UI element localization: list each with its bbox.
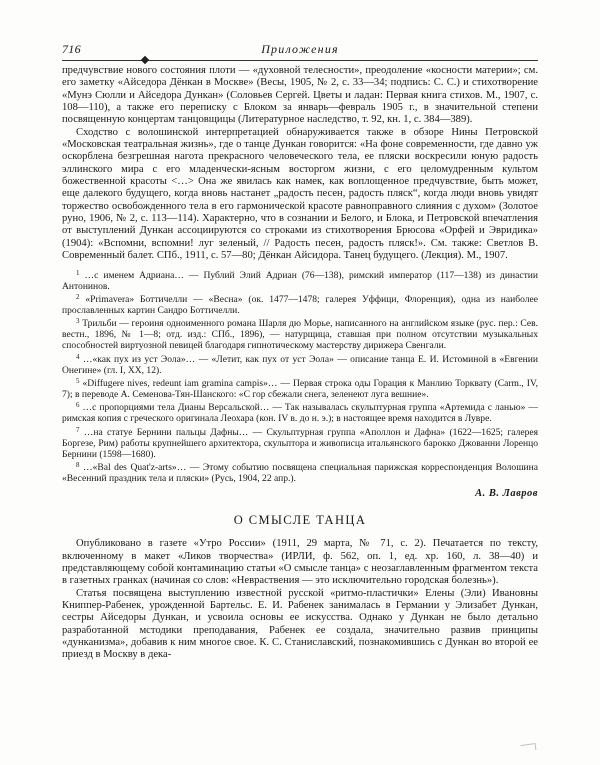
note-text: …с именем Адриана… — Публий Элий Адриан (76—138), римский император (117—138) из династии Антонинов. (62, 269, 538, 292)
scan-mark-icon (521, 743, 537, 752)
note-item (62, 352, 538, 376)
section-paragraph: Опубликовано в газете «Утро России» (1911, 29 марта, № 71, с. 2). Печатается по тексту, включенному в макет «Ликов творчества» (ИРЛИ, ф. 562, оп. 1, ед. хр. 160, л. 38—40) и представляющему собой контаминацию статьи «О смысле танца» с неозаглавленным фрагментом текста в газетных гранках (начиная со слов: «Невраствения — это исключительно городская болезнь»). (62, 538, 538, 587)
running-head (62, 42, 538, 57)
note-text: …«как пух из уст Эола»… — «Летит, как пух от уст Эола» — описание танца Е. И. Истоминой в «Евгении Онегине» (гл. I, XX, 12). (62, 353, 538, 376)
note-text: Трильби — героиня одноименного романа Шарля дю Морье, написанного на английском языке (рус. пер.: Сев. вестн., 1896, № 1—8; отд. изд.: СПб., 1896), — натурщица, ставшая при полном отсутствии музыкальных способностей виртуозной певицей благодаря гипнотическому мастерству дирижера Свенгали. (62, 318, 539, 352)
section-title: О СМЫСЛЕ ТАНЦА (233, 513, 367, 528)
note-number: 5 (76, 376, 80, 385)
note-number: 6 (76, 401, 80, 410)
note-number: 1 (76, 268, 80, 277)
note-item (62, 425, 538, 460)
note-number: 8 (76, 461, 80, 469)
section-body (62, 538, 538, 661)
rule-marker (141, 56, 149, 64)
running-title: Приложения (261, 42, 339, 56)
page-number: 716 (62, 42, 81, 56)
note-text: «Diffugere nives, redeunt iam gramina campis»… — Первая строка оды Горация к Манлию Торквату (Carm., IV, 7); в переводе А. Семенова-Тян-Шанского: «С гор сбежали снега, зеленеют луга вешние». (62, 377, 538, 401)
note-text: …на статуе Бернини пальцы Дафны… — Скульптурная группа «Аполлон и Дафна» (1622—1625; галерея Боргезе, Рим) работы крупнейшего архитектора, скульптора и живописца итальянского барокко Джованни Лоренцо Бернини (1598—1680). (62, 426, 538, 460)
note-item (62, 292, 538, 316)
author-signature: А. В. Лавров (475, 488, 538, 500)
note-item (62, 376, 538, 400)
body-paragraph: предчувствие нового состояния плоти — «духовной телесности», преодоление «косности материи»; см. его заметку «Айседора Дёнкан в Москве» (Весы, 1905, № 2, с. 33—34; подпись: С. С.) и стихотворение «Мунэ Сюлли и Айседора Дункан» (Соловьев Сергей. Цветы и ладан: Первая книга стихов. М., 1907, с. 108—110), а также его переписку с Блоком за январь—февраль 1905 г., в значительной степени посвященную концертам танцовщицы (Литературное наследство, т. 92, кн. 1, с. 384—389). (62, 65, 538, 126)
note-text: …с пропорциями тела Дианы Версальской… — Так называлась скульптурная группа «Артемида с ланью» — римская копия с греческого оригинала Леохара (кон. IV в. до н. э.); в настоящее время находится в Лувре. (62, 402, 538, 425)
note-text: «Primavera» Боттичелли — «Весна» (ок. 1477—1478; галерея Уффици, Флоренция), одна из наиболее прославленных картин Сандро Боттичелли. (62, 293, 538, 316)
body-paragraph: Сходство с волошинской интерпретацией обнаруживается также в обзоре Нины Петровской «Московская театральная жизнь», где о танце Дункан говорится: «На фоне современности, где давно уж оскорблена безгрешная нагота прекрасного человеческого тела, ее пляски воскресили юную радость эллинского мира с его младенчески-ясным восторгом жизни, с его целомудренным культом божественной красоты <…> Она же явилась как намек, как воплощенное предчувствие, быть может, еще далекого будущего, когда вновь настанет „радость песен, радость пляск“, когда люди вновь увидят торжество освобожденного тела в его гармонической красоте равноправного слияния с духом» (Золотое руно, 1906, № 2, с. 113—114). Характерно, что в сознании и Белого, и Блока, и Петровской впечатления от выступлений Дункан ассоциируются со строками из стихотворения Брюсова «Орфей и Эвридика» (1904): «Вспомни, вспомни! луг зеленый, // Радость песен, радость пляск!». См. также: Светлов В. Современный балет. СПб., 1911, с. 57—80; Дёнкан Айсидора. Танец будущего. (Лекция). М., 1907. (62, 126, 538, 262)
endnotes (62, 268, 538, 485)
note-number: 2 (76, 292, 80, 301)
commentary-body (62, 65, 538, 263)
section-paragraph: Статья посвящена выступлению известной русской «ритмо-пластички» Елены (Эли) Ивановны Книппер-Рабенек, урожденной Бартельс. Е. И. Рабенек занималась в Германии у Элизабет Дункан, сестры Айседоры Дункан, и усвоила основы ее искусства. Однако у Дункан не было детально разработанной мстодики преподавания, Рабенек ее создала, значительно развив принципы «дунканизма», добавив к ним многое свое. К. С. Станиславский, познакомившись с Дункан во второй ее приезд в Москву в дека- (62, 587, 538, 661)
note-number: 4 (76, 352, 80, 361)
note-item (62, 400, 538, 424)
note-item (62, 268, 538, 292)
header-rule (62, 60, 538, 61)
note-item (62, 460, 538, 484)
note-number: 3 (76, 317, 80, 326)
note-item (62, 316, 538, 351)
note-number: 7 (76, 425, 80, 434)
note-text: …«Bal des Quat'z-arts»… — Этому событию посвящена специальная парижская корреспонденция Волошина «Весенний праздник тела и пляски» (Русь, 1904, 22 апр.). (62, 462, 538, 485)
